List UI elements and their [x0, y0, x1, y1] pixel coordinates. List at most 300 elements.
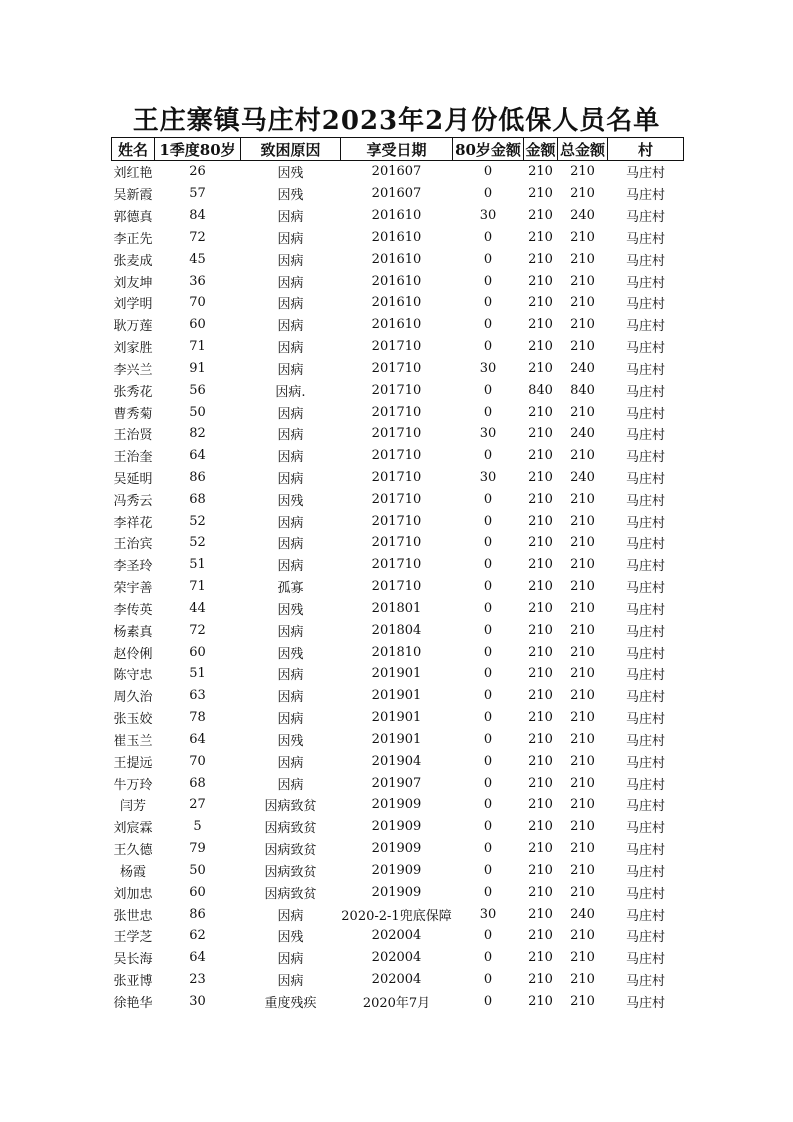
- village-cell: 马庄村: [625, 450, 665, 466]
- age-subsidy-cell: 0: [483, 688, 493, 704]
- age-cell: 50: [189, 862, 206, 878]
- village-cell: 马庄村: [625, 690, 665, 706]
- age-subsidy-cell: 0: [483, 775, 493, 791]
- total-cell: 240: [570, 426, 595, 442]
- age-subsidy-cell: 0: [483, 317, 493, 333]
- name-cell: 刘家胜: [113, 341, 153, 357]
- village-cell: 马庄村: [625, 624, 665, 640]
- total-cell: 240: [570, 906, 595, 922]
- header-name: 姓名: [112, 138, 155, 161]
- age-subsidy-cell: 0: [483, 862, 493, 878]
- amount-cell: 210: [528, 339, 553, 355]
- age-cell: 68: [189, 491, 206, 507]
- name-cell: 张亚博: [113, 974, 153, 990]
- start-date-cell: 201909: [371, 884, 422, 900]
- total-cell: 210: [570, 295, 595, 311]
- village-cell: 马庄村: [625, 733, 665, 749]
- start-date-cell: 201710: [371, 491, 422, 507]
- age-cell: 63: [189, 688, 206, 704]
- age-subsidy-cell: 0: [483, 491, 493, 507]
- amount-cell: 210: [528, 972, 553, 988]
- reason-cell: 因病: [277, 362, 304, 378]
- reason-cell: 因病: [277, 908, 304, 924]
- name-cell: 刘红艳: [113, 166, 153, 182]
- reason-cell: 因病: [277, 755, 304, 771]
- age-subsidy-cell: 0: [483, 295, 493, 311]
- age-cell: 64: [189, 448, 206, 464]
- age-subsidy-cell: 0: [483, 273, 493, 289]
- age-cell: 26: [189, 164, 206, 180]
- total-cell: 210: [570, 862, 595, 878]
- total-cell: 210: [570, 251, 595, 267]
- total-cell: 210: [570, 186, 595, 202]
- total-cell: 210: [570, 775, 595, 791]
- village-cell: 马庄村: [625, 755, 665, 771]
- name-cell: 陈守忠: [113, 668, 153, 684]
- start-date-cell: 201909: [371, 797, 422, 813]
- table-row: [112, 881, 684, 903]
- start-date-cell: 201610: [371, 229, 422, 245]
- village-cell: 马庄村: [625, 253, 665, 269]
- name-cell: 吴延明: [113, 472, 153, 487]
- age-cell: 82: [189, 426, 206, 442]
- start-date-cell: 201901: [371, 666, 422, 682]
- amount-cell: 210: [528, 841, 553, 857]
- name-cell: 王学芝: [113, 930, 153, 946]
- start-date-cell: 201710: [371, 470, 422, 485]
- total-cell: 210: [570, 404, 595, 420]
- table-row: [112, 379, 684, 401]
- age-cell: 70: [189, 753, 206, 769]
- table-row: [112, 794, 684, 816]
- age-cell: 60: [189, 317, 206, 333]
- age-cell: 68: [189, 775, 206, 791]
- total-cell: 210: [570, 993, 595, 1009]
- village-cell: 马庄村: [625, 799, 665, 815]
- reason-cell: 因残: [277, 188, 304, 204]
- reason-cell: 因病: [277, 275, 304, 291]
- name-cell: 徐艳华: [113, 995, 153, 1011]
- start-date-cell: 201804: [371, 622, 422, 638]
- table-row: [112, 161, 684, 183]
- village-cell: 马庄村: [625, 646, 665, 662]
- total-cell: 210: [570, 928, 595, 944]
- table-row: [112, 467, 684, 489]
- table-row: [112, 445, 684, 467]
- reason-cell: 因病: [277, 952, 304, 968]
- total-cell: 210: [570, 950, 595, 966]
- total-cell: 210: [570, 557, 595, 573]
- age-cell: 91: [189, 360, 206, 376]
- village-cell: 马庄村: [625, 537, 665, 553]
- start-date-cell: 201710: [371, 557, 422, 573]
- start-date-cell: 201901: [371, 731, 422, 747]
- age-subsidy-cell: 0: [483, 557, 493, 573]
- total-cell: 240: [570, 470, 595, 485]
- name-cell: 李祥花: [113, 515, 153, 531]
- name-cell: 吴长海: [113, 952, 153, 968]
- total-cell: 210: [570, 579, 595, 595]
- recipient-table: [111, 137, 684, 1012]
- amount-cell: 210: [528, 513, 553, 529]
- table-row: [112, 357, 684, 379]
- age-subsidy-cell: 0: [483, 339, 493, 355]
- reason-cell: 因残: [277, 733, 304, 749]
- total-cell: 210: [570, 535, 595, 551]
- total-cell: 210: [570, 317, 595, 333]
- reason-cell: 因病: [277, 537, 304, 553]
- age-cell: 44: [189, 600, 206, 616]
- age-cell: 50: [189, 404, 206, 420]
- amount-cell: 210: [528, 600, 553, 616]
- name-cell: 王治奎: [113, 450, 153, 466]
- age-subsidy-cell: 0: [483, 535, 493, 551]
- amount-cell: 210: [528, 557, 553, 573]
- village-cell: 马庄村: [625, 974, 665, 990]
- age-subsidy-cell: 30: [479, 426, 497, 442]
- header-amount: 金额: [524, 138, 558, 161]
- village-cell: 马庄村: [625, 864, 665, 880]
- village-cell: 马庄村: [625, 559, 665, 575]
- name-cell: 耿万莲: [113, 319, 153, 335]
- name-cell: 李传英: [113, 602, 153, 618]
- village-cell: 马庄村: [625, 930, 665, 946]
- name-cell: 李兴兰: [113, 362, 153, 378]
- age-subsidy-cell: 30: [479, 470, 497, 485]
- village-cell: 马庄村: [625, 472, 665, 487]
- age-cell: 56: [189, 382, 206, 398]
- amount-cell: 210: [528, 317, 553, 333]
- village-cell: 马庄村: [625, 428, 665, 444]
- amount-cell: 210: [528, 644, 553, 660]
- village-cell: 马庄村: [625, 821, 665, 837]
- table-row: [112, 969, 684, 991]
- start-date-cell: 202004: [371, 972, 422, 988]
- amount-cell: 210: [528, 360, 553, 376]
- total-cell: 210: [570, 753, 595, 769]
- name-cell: 张世忠: [113, 908, 153, 924]
- amount-cell: 210: [528, 731, 553, 747]
- reason-cell: 因病.: [275, 384, 306, 400]
- name-cell: 王治宾: [113, 537, 153, 553]
- village-cell: 马庄村: [625, 777, 665, 793]
- age-subsidy-cell: 0: [483, 622, 493, 638]
- total-cell: 210: [570, 229, 595, 245]
- village-cell: 马庄村: [625, 384, 665, 400]
- table-row: [112, 292, 684, 314]
- reason-cell: 因病: [277, 624, 304, 640]
- start-date-cell: 201710: [371, 360, 422, 376]
- age-cell: 70: [189, 295, 206, 311]
- age-subsidy-cell: 0: [483, 972, 493, 988]
- total-cell: 210: [570, 513, 595, 529]
- age-cell: 5: [193, 819, 202, 835]
- age-cell: 60: [189, 644, 206, 660]
- table-row: [112, 532, 684, 554]
- amount-cell: 210: [528, 993, 553, 1009]
- start-date-cell: 202004: [371, 928, 422, 944]
- start-date-cell: 201909: [371, 862, 422, 878]
- page-title: 王庄寨镇马庄村2023年2月份低保人员名单: [132, 106, 661, 136]
- age-subsidy-cell: 0: [483, 841, 493, 857]
- reason-cell: 因病: [277, 450, 304, 466]
- amount-cell: 210: [528, 950, 553, 966]
- village-cell: 马庄村: [625, 319, 665, 335]
- village-cell: 马庄村: [625, 843, 665, 859]
- total-cell: 210: [570, 819, 595, 835]
- reason-cell: 因残: [277, 930, 304, 946]
- table-row: [112, 619, 684, 641]
- village-cell: 马庄村: [625, 581, 665, 597]
- total-cell: 210: [570, 491, 595, 507]
- start-date-cell: 201909: [371, 841, 422, 857]
- table-row: [112, 990, 684, 1012]
- start-date-cell: 201801: [371, 600, 422, 616]
- name-cell: 杨素真: [113, 624, 153, 640]
- table-body: [112, 161, 684, 1013]
- name-cell: 张秀花: [113, 384, 153, 400]
- table-row: [112, 838, 684, 860]
- start-date-cell: 201810: [371, 644, 422, 660]
- age-cell: 86: [189, 470, 206, 485]
- total-cell: 210: [570, 339, 595, 355]
- table-row: [112, 423, 684, 445]
- start-date-cell: 201610: [371, 295, 422, 311]
- table-row: [112, 270, 684, 292]
- total-cell: 210: [570, 644, 595, 660]
- age-cell: 64: [189, 950, 206, 966]
- village-cell: 马庄村: [625, 188, 665, 204]
- name-cell: 王治贤: [113, 428, 153, 444]
- age-subsidy-cell: 0: [483, 819, 493, 835]
- reason-cell: 因病: [277, 297, 304, 313]
- age-subsidy-cell: 0: [483, 513, 493, 529]
- age-subsidy-cell: 0: [483, 600, 493, 616]
- header-age-subsidy: 80岁金额: [453, 138, 524, 161]
- start-date-cell: 202004: [371, 950, 422, 966]
- reason-cell: 因病: [277, 210, 304, 226]
- start-date-cell: 2020-2-1兜底保障: [341, 908, 452, 924]
- amount-cell: 210: [528, 208, 553, 224]
- amount-cell: 210: [528, 753, 553, 769]
- start-date-cell: 201904: [371, 753, 422, 769]
- start-date-cell: 201607: [371, 186, 422, 202]
- reason-cell: 因病致贫: [264, 864, 317, 880]
- age-cell: 23: [189, 972, 206, 988]
- amount-cell: 210: [528, 273, 553, 289]
- name-cell: 周久治: [113, 690, 153, 706]
- total-cell: 210: [570, 797, 595, 813]
- start-date-cell: 201607: [371, 164, 422, 180]
- reason-cell: 因病: [277, 712, 304, 728]
- reason-cell: 因病: [277, 253, 304, 269]
- total-cell: 210: [570, 448, 595, 464]
- table-row: [112, 685, 684, 707]
- age-cell: 86: [189, 906, 206, 922]
- name-cell: 张玉姣: [113, 712, 153, 728]
- village-cell: 马庄村: [625, 493, 665, 509]
- amount-cell: 210: [528, 688, 553, 704]
- table-row: [112, 205, 684, 227]
- village-cell: 马庄村: [625, 515, 665, 531]
- total-cell: 240: [570, 360, 595, 376]
- total-cell: 210: [570, 273, 595, 289]
- age-subsidy-cell: 0: [483, 666, 493, 682]
- amount-cell: 210: [528, 164, 553, 180]
- age-subsidy-cell: 0: [483, 229, 493, 245]
- start-date-cell: 201610: [371, 251, 422, 267]
- name-cell: 刘友坤: [113, 275, 153, 291]
- village-cell: 马庄村: [625, 668, 665, 684]
- header-total: 总金额: [558, 138, 608, 161]
- age-cell: 27: [189, 797, 206, 813]
- age-cell: 60: [189, 884, 206, 900]
- start-date-cell: 201710: [371, 535, 422, 551]
- village-cell: 马庄村: [625, 886, 665, 902]
- header-start-date: 享受日期: [341, 138, 453, 161]
- table-row: [112, 510, 684, 532]
- start-date-cell: 201901: [371, 688, 422, 704]
- amount-cell: 210: [528, 448, 553, 464]
- table-row: [112, 314, 684, 336]
- name-cell: 崔玉兰: [113, 733, 153, 749]
- reason-cell: 因病: [277, 777, 304, 793]
- age-cell: 30: [189, 993, 206, 1009]
- age-subsidy-cell: 0: [483, 731, 493, 747]
- amount-cell: 210: [528, 666, 553, 682]
- table-row: [112, 947, 684, 969]
- table-row: [112, 816, 684, 838]
- name-cell: 张麦成: [113, 253, 153, 269]
- name-cell: 李正先: [113, 231, 153, 247]
- amount-cell: 210: [528, 426, 553, 442]
- age-cell: 45: [189, 251, 206, 267]
- table-row: [112, 903, 684, 925]
- name-cell: 郭德真: [113, 210, 153, 226]
- age-cell: 57: [189, 186, 206, 202]
- village-cell: 马庄村: [625, 210, 665, 226]
- name-cell: 刘学明: [113, 297, 153, 313]
- amount-cell: 210: [528, 797, 553, 813]
- name-cell: 牛万玲: [113, 777, 153, 793]
- reason-cell: 因病: [277, 472, 304, 487]
- name-cell: 王久德: [113, 843, 153, 859]
- reason-cell: 因病: [277, 668, 304, 684]
- age-cell: 71: [189, 339, 206, 355]
- table-row: [112, 226, 684, 248]
- total-cell: 210: [570, 841, 595, 857]
- village-cell: 马庄村: [625, 712, 665, 728]
- start-date-cell: 201710: [371, 513, 422, 529]
- start-date-cell: 201710: [371, 404, 422, 420]
- age-cell: 72: [189, 229, 206, 245]
- total-cell: 840: [570, 382, 595, 398]
- total-cell: 210: [570, 666, 595, 682]
- start-date-cell: 201710: [371, 382, 422, 398]
- name-cell: 闫芳: [119, 799, 146, 815]
- reason-cell: 因病: [277, 559, 304, 575]
- age-subsidy-cell: 0: [483, 928, 493, 944]
- table-row: [112, 641, 684, 663]
- name-cell: 王提远: [113, 755, 153, 771]
- age-subsidy-cell: 30: [479, 208, 497, 224]
- start-date-cell: 201710: [371, 448, 422, 464]
- age-subsidy-cell: 0: [483, 884, 493, 900]
- table-row: [112, 860, 684, 882]
- total-cell: 240: [570, 208, 595, 224]
- total-cell: 210: [570, 622, 595, 638]
- age-cell: 64: [189, 731, 206, 747]
- start-date-cell: 201909: [371, 819, 422, 835]
- start-date-cell: 201610: [371, 317, 422, 333]
- table-header-row: [112, 138, 684, 161]
- name-cell: 冯秀云: [113, 493, 153, 509]
- age-cell: 84: [189, 208, 206, 224]
- reason-cell: 因病: [277, 428, 304, 444]
- table-row: [112, 925, 684, 947]
- village-cell: 马庄村: [625, 166, 665, 182]
- table-row: [112, 707, 684, 729]
- amount-cell: 210: [528, 535, 553, 551]
- village-cell: 马庄村: [625, 231, 665, 247]
- age-subsidy-cell: 0: [483, 950, 493, 966]
- reason-cell: 因残: [277, 166, 304, 182]
- village-cell: 马庄村: [625, 297, 665, 313]
- village-cell: 马庄村: [625, 908, 665, 924]
- amount-cell: 210: [528, 884, 553, 900]
- name-cell: 李圣玲: [113, 559, 153, 575]
- reason-cell: 因病致贫: [264, 886, 317, 902]
- name-cell: 刘宸霖: [113, 821, 153, 837]
- amount-cell: 210: [528, 470, 553, 485]
- start-date-cell: 201907: [371, 775, 422, 791]
- reason-cell: 因病: [277, 341, 304, 357]
- amount-cell: 210: [528, 579, 553, 595]
- total-cell: 210: [570, 688, 595, 704]
- reason-cell: 因病: [277, 690, 304, 706]
- start-date-cell: 2020年7月: [362, 995, 431, 1011]
- reason-cell: 重度残疾: [264, 995, 317, 1011]
- reason-cell: 因病: [277, 515, 304, 531]
- age-cell: 52: [189, 513, 206, 529]
- age-cell: 51: [189, 666, 206, 682]
- age-cell: 52: [189, 535, 206, 551]
- amount-cell: 210: [528, 928, 553, 944]
- amount-cell: 210: [528, 819, 553, 835]
- table-row: [112, 772, 684, 794]
- age-cell: 79: [189, 841, 206, 857]
- total-cell: 210: [570, 710, 595, 726]
- start-date-cell: 201710: [371, 339, 422, 355]
- village-cell: 马庄村: [625, 275, 665, 291]
- village-cell: 马庄村: [625, 362, 665, 378]
- age-subsidy-cell: 0: [483, 164, 493, 180]
- age-subsidy-cell: 0: [483, 579, 493, 595]
- age-subsidy-cell: 0: [483, 710, 493, 726]
- amount-cell: 210: [528, 491, 553, 507]
- reason-cell: 因病致贫: [264, 843, 317, 859]
- age-subsidy-cell: 0: [483, 644, 493, 660]
- age-subsidy-cell: 30: [479, 360, 497, 376]
- reason-cell: 因病: [277, 319, 304, 335]
- total-cell: 210: [570, 600, 595, 616]
- amount-cell: 210: [528, 775, 553, 791]
- reason-cell: 孤寡: [277, 581, 304, 597]
- table-row: [112, 663, 684, 685]
- header-village: 村: [608, 138, 684, 161]
- name-cell: 刘加忠: [113, 886, 153, 902]
- amount-cell: 210: [528, 251, 553, 267]
